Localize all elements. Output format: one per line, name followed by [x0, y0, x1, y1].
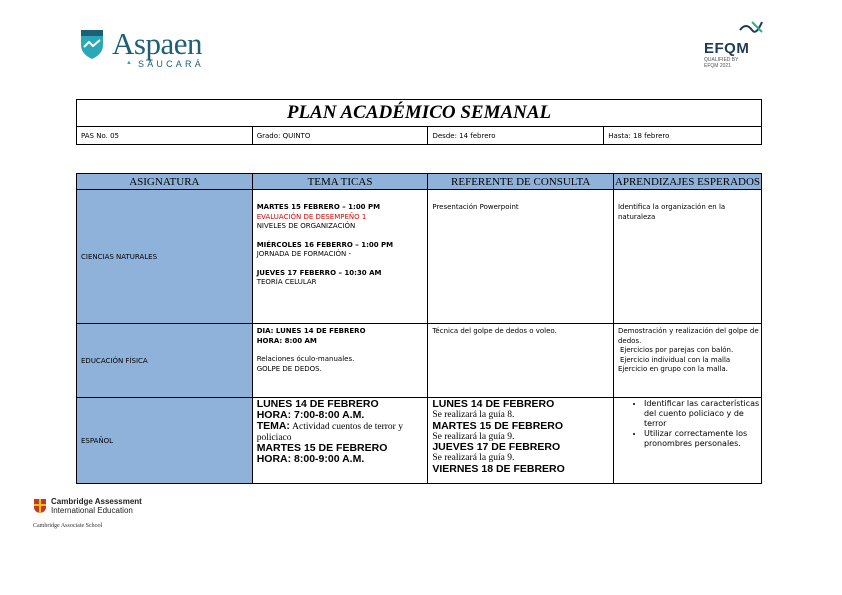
reference-cell: LUNES 14 DE FEBRERO Se realizará la guía 8. MARTES 15 DE FEBRERO Se realizará la guía 9. JUEVES 17 DE FEBRERO Se realizará la guía 9. VIERNES 18 DE FEBRERO [428, 398, 614, 484]
reference-cell: Presentación Powerpoint [428, 190, 614, 324]
logo-name: Aspaen [112, 26, 202, 61]
subject-cell: EDUCACIÓN FÍSICA [77, 324, 253, 398]
plan-header-table [76, 99, 762, 145]
topics-cell: DIA: LUNES 14 DE FEBRERO HORA: 8:00 AM Relaciones óculo-manuales. GOLPE DE DEDOS. [252, 324, 428, 398]
logo-subtitle: SAUCARÁ [138, 59, 204, 69]
weekly-plan-table [76, 173, 762, 484]
cambridge-line2: International Education [51, 506, 133, 515]
date-to: Hasta: 18 febrero [604, 127, 762, 145]
efqm-mark-icon [738, 18, 764, 38]
subject-cell: ESPAÑOL [77, 398, 253, 484]
outcomes-cell: Identifica la organización en la naturaleza [613, 190, 761, 324]
column-header: TEMA TICAS [252, 174, 428, 190]
efqm-logo [700, 18, 770, 78]
table-header-row [77, 174, 762, 190]
cambridge-line3: Cambridge Associate School [33, 523, 103, 529]
subject-cell: CIENCIAS NATURALES [77, 190, 253, 324]
topics-cell: LUNES 14 DE FEBRERO HORA: 7:00-8:00 A.M. TEMA: Actividad cuentos de terror y policiaco MARTES 15 DE FEBRERO HORA: 8:00-9:00 A.M. [252, 398, 428, 484]
page-title: PLAN ACADÉMICO SEMANAL [77, 100, 762, 127]
cambridge-line1: Cambridge Assessment [51, 497, 142, 506]
list-item: • Identificar las características del cuento policiaco y de terror [644, 399, 761, 429]
efqm-name: EFQM [704, 40, 750, 57]
topics-cell: MARTES 15 FEBRERO – 1:00 PM EVALUACIÓN DE DESEMPEÑO 1 NIVELES DE ORGANIZACIÓN MIÉRCOLES 16 FEBERRO – 1:00 PM JORNADA DE FORMACIÓN - JUEVES 17 FEBERRO – 10:30 AM TEORÍA CELULAR [252, 190, 428, 324]
cambridge-shield-icon [33, 498, 47, 514]
column-header: ASIGNATURA [77, 174, 253, 190]
date-from: Desde: 14 febrero [428, 127, 604, 145]
table-row [77, 324, 762, 398]
efqm-qualification: QUALIFIED BY EFQM 2021 [704, 57, 739, 69]
aspaen-logo [78, 26, 278, 70]
table-row [77, 190, 762, 324]
column-header: APRENDIZAJES ESPERADOS [614, 175, 761, 188]
outcomes-cell: Demostración y realización del golpe de dedos. Ejercicios por parejas con balón. Ejercicio individual con la malla Ejercicio en grupo con la malla. [613, 324, 761, 398]
table-row [77, 398, 762, 484]
pas-number: PAS No. 05 [77, 127, 253, 145]
column-header: REFERENTE DE CONSULTA [428, 174, 614, 190]
list-item: • Utilizar correctamente los pronombres personales. [644, 429, 761, 449]
shield-wave-icon [78, 26, 106, 60]
grade: Grado: QUINTO [252, 127, 428, 145]
reference-cell: Técnica del golpe de dedos o voleo. [428, 324, 614, 398]
triangle-icon: ▲ [126, 60, 132, 66]
outcomes-cell [613, 398, 761, 484]
